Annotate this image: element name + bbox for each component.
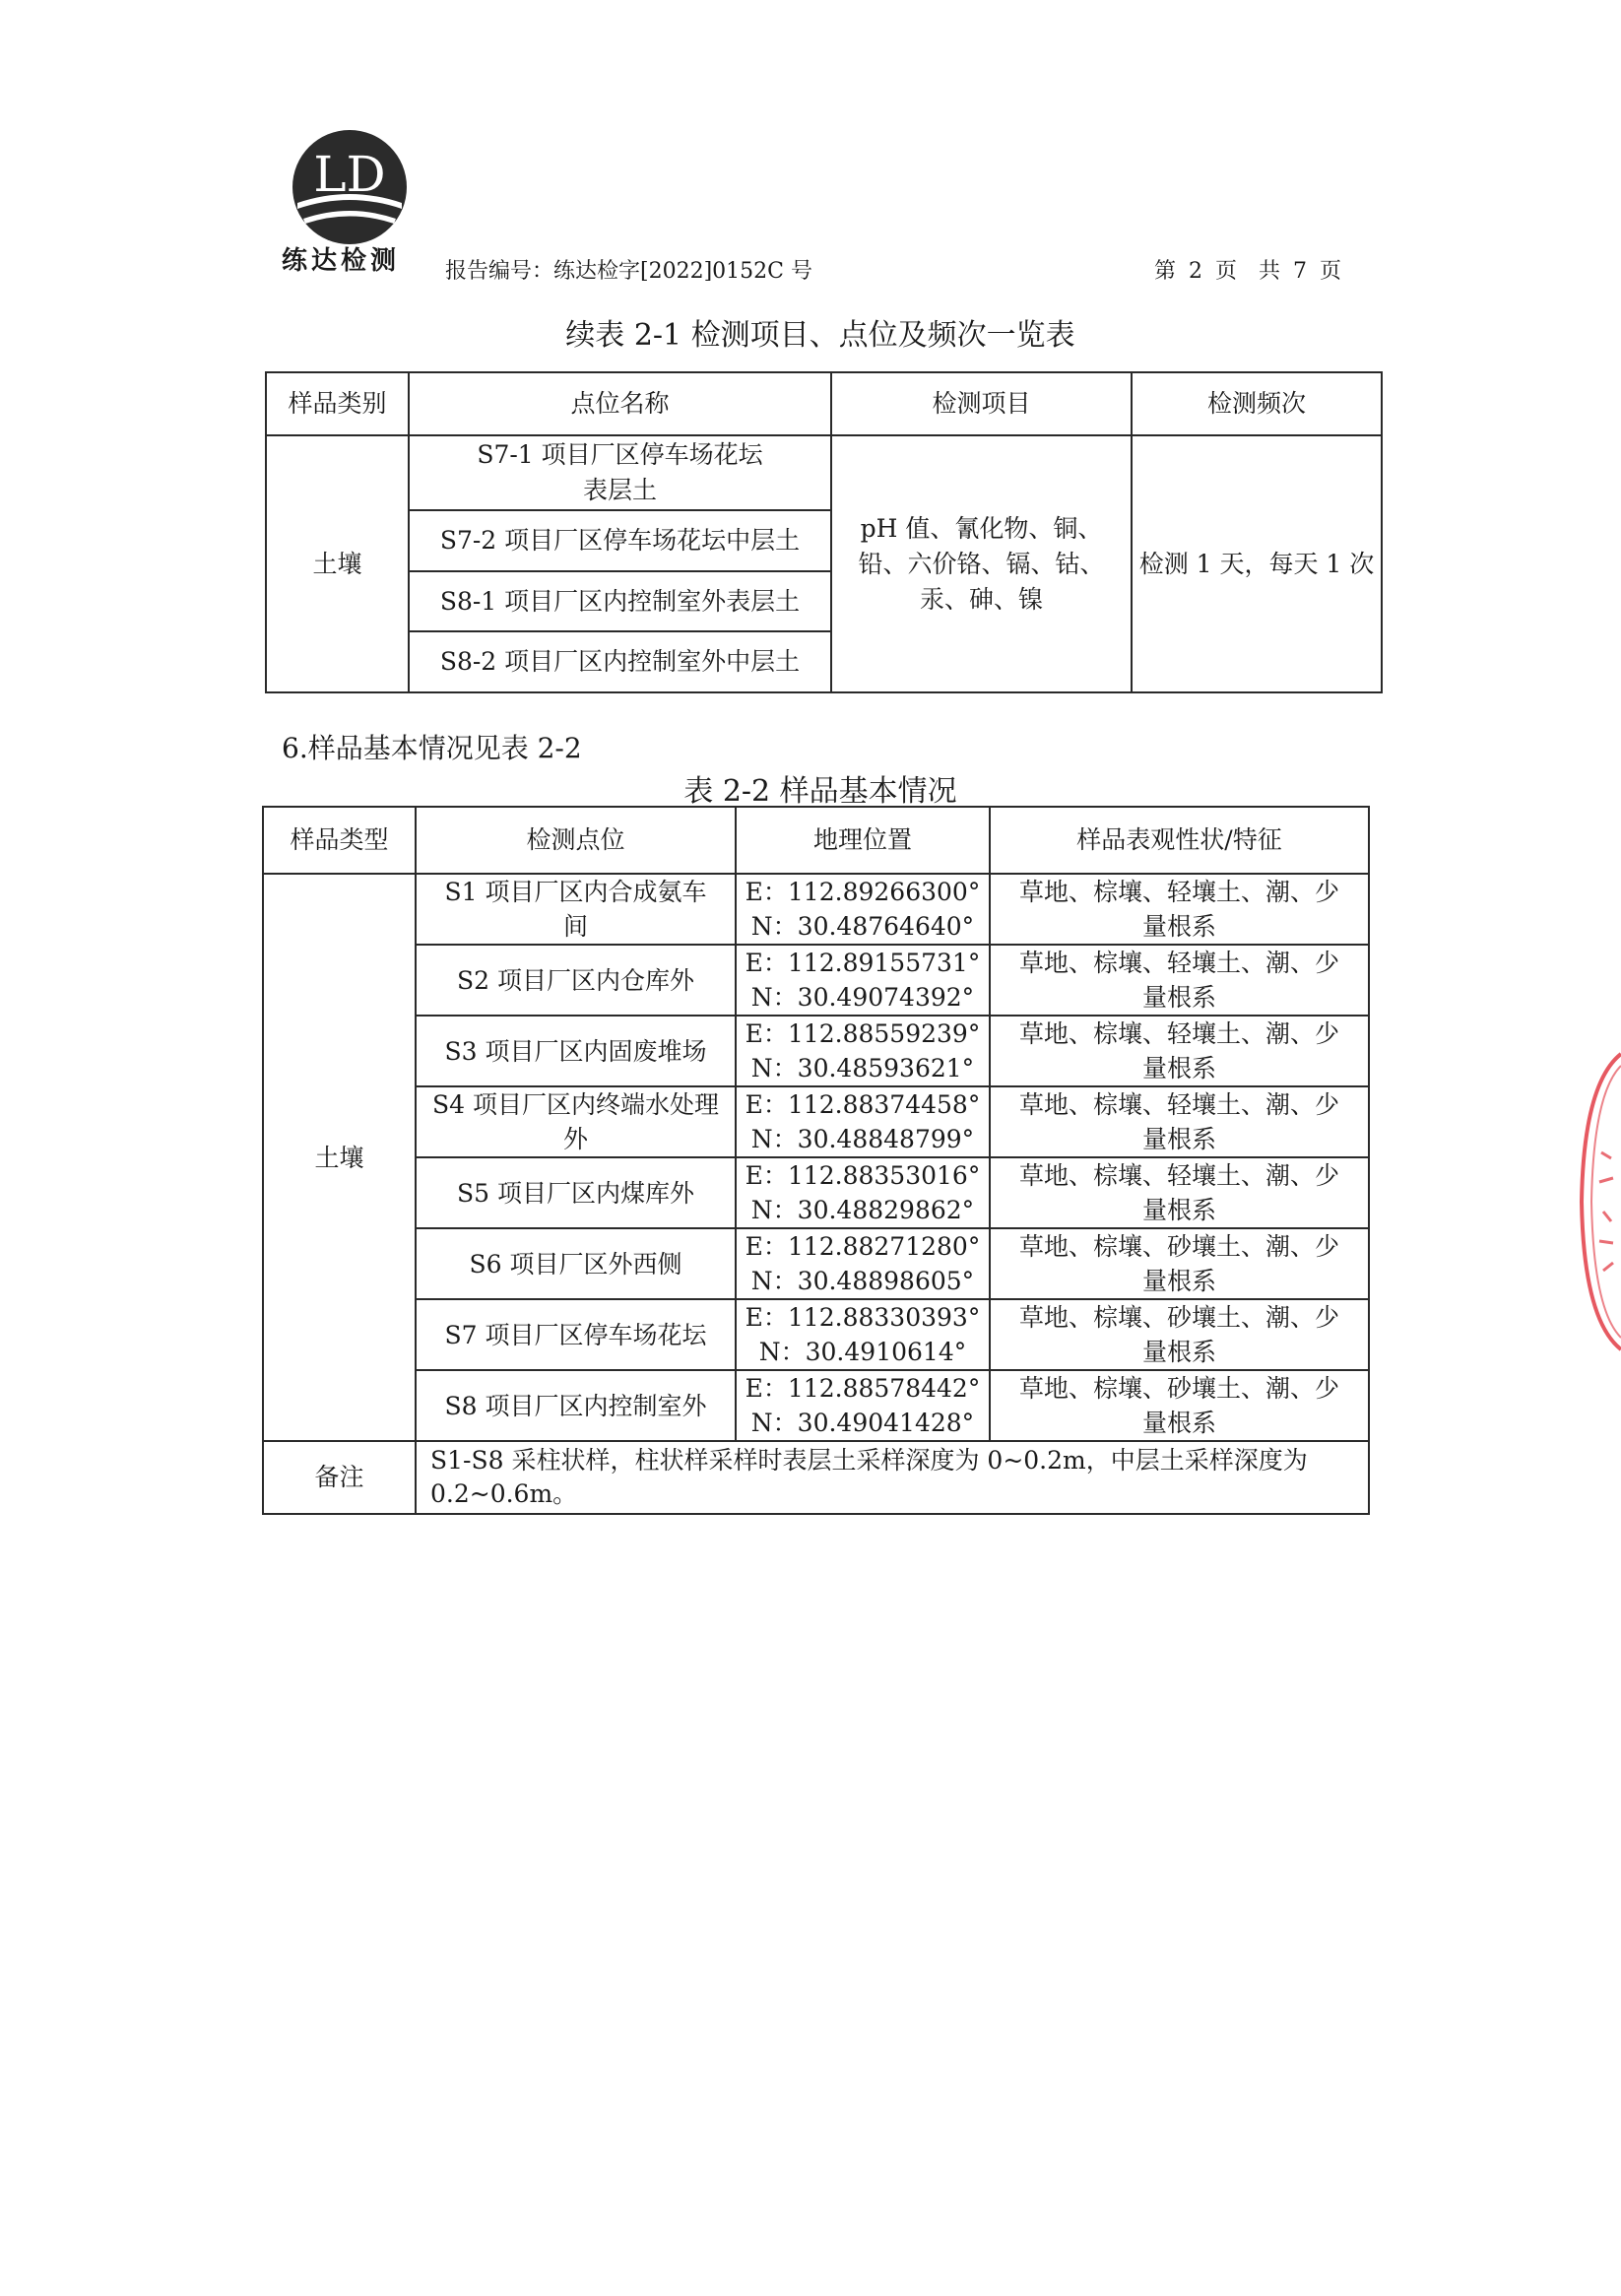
table2-header-cell: 样品类型: [263, 807, 416, 874]
table2-header-cell: 样品表观性状/特征: [990, 807, 1369, 874]
table2-point: S8 项目厂区内控制室外: [416, 1370, 736, 1441]
table2-title: 表 2-2 样品基本情况: [683, 774, 957, 809]
table1-header-cell: 检测项目: [831, 372, 1132, 435]
latitude: N：30.4910614°: [758, 1338, 967, 1366]
longitude: E：112.88578442°: [745, 1374, 981, 1403]
logo-letters: LD: [313, 146, 386, 203]
table2-point: S4 项目厂区内终端水处理外: [416, 1086, 736, 1157]
latitude: N：30.49041428°: [750, 1409, 975, 1437]
table-row: [263, 1086, 1369, 1157]
longitude: E：112.88353016°: [745, 1161, 981, 1190]
latitude: N：30.49074392°: [750, 983, 975, 1012]
table2-location: [736, 1370, 990, 1441]
table2-note-row: [263, 1441, 1369, 1514]
table2: [262, 806, 1370, 1515]
table1-header-cell: 检测频次: [1132, 372, 1382, 435]
longitude: E：112.88559239°: [745, 1019, 981, 1048]
table2-location: [736, 945, 990, 1016]
table2-point: S2 项目厂区内仓库外: [416, 945, 736, 1016]
table-row: [263, 1157, 1369, 1228]
table2-point: S1 项目厂区内合成氨车间: [416, 874, 736, 945]
table1-category: 土壤: [266, 435, 409, 692]
report-number: 报告编号：练达检字[2022]0152C 号: [445, 259, 812, 284]
table2-location: [736, 1016, 990, 1086]
note-text: S1-S8 采柱状样，柱状样采样时表层土采样深度为 0~0.2m，中层土采样深度为 0.2~0.6m。: [416, 1441, 1369, 1514]
table2-point: S6 项目厂区外西侧: [416, 1228, 736, 1299]
table1-title: 续表 2-1 检测项目、点位及频次一览表: [565, 318, 1075, 353]
table2-trait: 草地、棕壤、轻壤土、潮、少量根系: [990, 1086, 1369, 1157]
table1: [265, 371, 1383, 693]
table2-header-cell: 地理位置: [736, 807, 990, 874]
longitude: E：112.89155731°: [745, 949, 981, 977]
table-row: [263, 1299, 1369, 1370]
table1-point: S7-1 项目厂区停车场花坛表层土: [409, 435, 831, 510]
latitude: N：30.48764640°: [750, 912, 975, 941]
latitude: N：30.48898605°: [750, 1267, 975, 1295]
longitude: E：112.89266300°: [745, 878, 981, 906]
table2-trait: 草地、棕壤、轻壤土、潮、少量根系: [990, 874, 1369, 945]
table2-point: S7 项目厂区停车场花坛: [416, 1299, 736, 1370]
section-heading: 6.样品基本情况见表 2-2: [282, 732, 582, 764]
latitude: N：30.48593621°: [750, 1054, 975, 1082]
table2-point: S3 项目厂区内固废堆场: [416, 1016, 736, 1086]
table2-location: [736, 1299, 990, 1370]
longitude: E：112.88374458°: [745, 1090, 981, 1119]
table1-point: S8-1 项目厂区内控制室外表层土: [409, 571, 831, 631]
page-info: 第 2 页 共 7 页: [1154, 259, 1341, 284]
seal-stamp: [1576, 1044, 1621, 1359]
latitude: N：30.48848799°: [750, 1125, 975, 1153]
table2-header-cell: 检测点位: [416, 807, 736, 874]
table-row: [263, 945, 1369, 1016]
table2-location: [736, 1157, 990, 1228]
table2-location: [736, 1228, 990, 1299]
table2-trait: 草地、棕壤、砂壤土、潮、少量根系: [990, 1370, 1369, 1441]
logo-text: 练达检测: [282, 246, 401, 276]
table-row: [263, 1228, 1369, 1299]
table2-trait: 草地、棕壤、砂壤土、潮、少量根系: [990, 1228, 1369, 1299]
table2-point: S5 项目厂区内煤库外: [416, 1157, 736, 1228]
table2-location: [736, 874, 990, 945]
table1-point: S8-2 项目厂区内控制室外中层土: [409, 631, 831, 692]
table1-header-row: [266, 372, 1382, 435]
longitude: E：112.88330393°: [745, 1303, 981, 1332]
note-label: 备注: [263, 1441, 416, 1514]
table-row: [263, 1016, 1369, 1086]
longitude: E：112.88271280°: [745, 1232, 981, 1261]
table1-frequency: 检测 1 天，每天 1 次: [1132, 435, 1382, 692]
table2-category: 土壤: [263, 874, 416, 1441]
latitude: N：30.48829862°: [750, 1196, 975, 1224]
table1-header-cell: 点位名称: [409, 372, 831, 435]
table2-location: [736, 1086, 990, 1157]
table1-point: S7-2 项目厂区停车场花坛中层土: [409, 510, 831, 571]
table2-header-row: [263, 807, 1369, 874]
table2-trait: 草地、棕壤、轻壤土、潮、少量根系: [990, 1157, 1369, 1228]
table1-items: pH 值、氰化物、铜、铅、六价铬、镉、钴、汞、砷、镍: [831, 435, 1132, 692]
table-row: [266, 435, 1382, 510]
table2-trait: 草地、棕壤、砂壤土、潮、少量根系: [990, 1299, 1369, 1370]
table-row: [263, 874, 1369, 945]
table1-header-cell: 样品类别: [266, 372, 409, 435]
table2-trait: 草地、棕壤、轻壤土、潮、少量根系: [990, 1016, 1369, 1086]
table2-trait: 草地、棕壤、轻壤土、潮、少量根系: [990, 945, 1369, 1016]
table-row: [263, 1370, 1369, 1441]
company-logo: [286, 126, 414, 254]
